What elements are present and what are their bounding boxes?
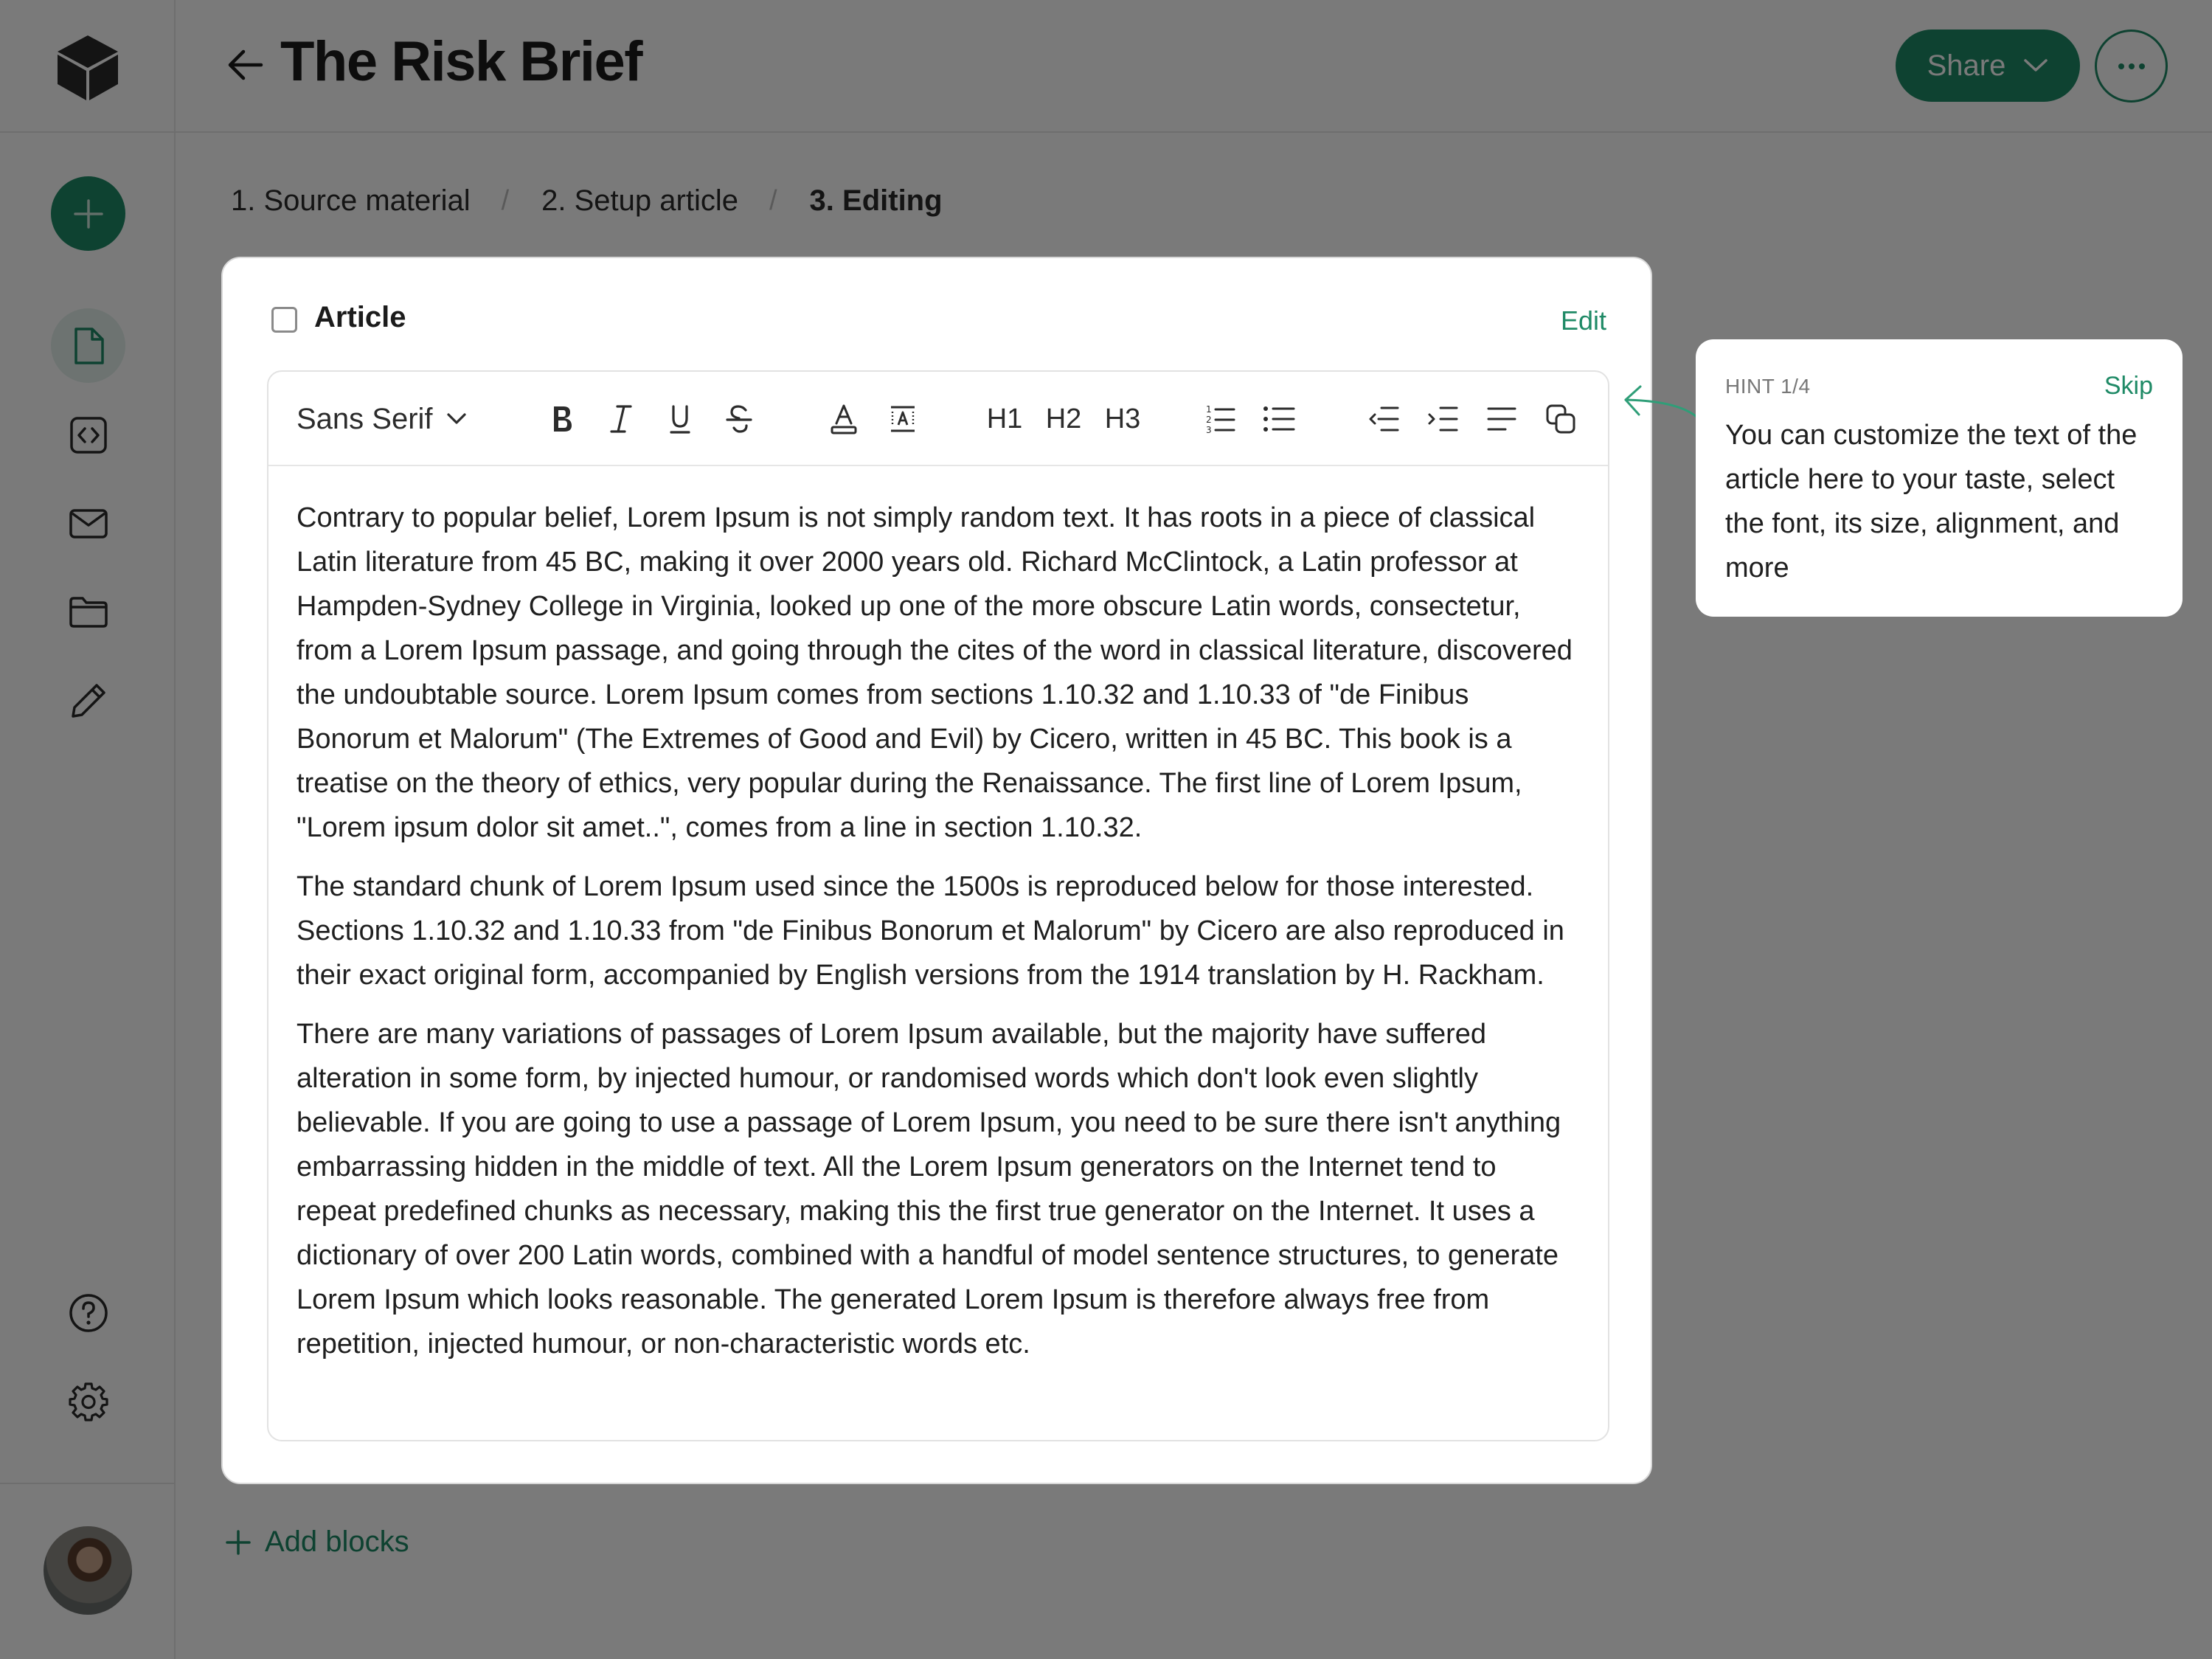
article-paragraph[interactable]: The standard chunk of Lorem Ipsum used since the 1500s is reproduced below for those interested. Sections 1.10.32 and 1.10.33 from "de Finibus Bonorum et Malorum" by Cicero are also reproduced in their exact original form, accompanied by English versions from the 1914 translation by H. Rackham. bbox=[297, 871, 1564, 991]
hint-text: You can customize the text of the article here to your taste, select the font, its size, alignment, and more bbox=[1725, 420, 2138, 583]
article-text-area[interactable] bbox=[297, 496, 1583, 1381]
editor-toolbar bbox=[268, 372, 1608, 466]
hint-popover bbox=[1696, 339, 2182, 617]
ordered-list-icon bbox=[1204, 403, 1235, 435]
indent-button[interactable] bbox=[1421, 397, 1465, 441]
text-color-icon bbox=[830, 403, 858, 435]
underline-button[interactable] bbox=[658, 397, 702, 441]
bold-button[interactable] bbox=[540, 397, 584, 441]
svg-text:1: 1 bbox=[1206, 404, 1212, 415]
text-color-button[interactable] bbox=[822, 397, 866, 441]
article-edit-link[interactable]: Edit bbox=[1560, 305, 1606, 336]
article-card-title: Article bbox=[314, 301, 406, 333]
rich-text-editor bbox=[267, 370, 1609, 1441]
hint-skip-button[interactable]: Skip bbox=[2104, 372, 2153, 400]
italic-button[interactable] bbox=[599, 397, 643, 441]
copy-icon bbox=[1545, 404, 1576, 434]
outdent-icon bbox=[1368, 405, 1399, 433]
outdent-button[interactable] bbox=[1362, 397, 1406, 441]
highlight-icon bbox=[888, 404, 918, 434]
article-checkbox[interactable] bbox=[271, 307, 297, 333]
bullet-list-button[interactable] bbox=[1257, 397, 1301, 441]
ordered-list-button[interactable] bbox=[1198, 397, 1242, 441]
heading3-button[interactable]: H3 bbox=[1104, 403, 1141, 434]
duplicate-button[interactable] bbox=[1539, 397, 1583, 441]
hint-counter: HINT 1/4 bbox=[1725, 375, 1811, 398]
svg-text:3: 3 bbox=[1206, 425, 1212, 435]
font-family-value: Sans Serif bbox=[297, 402, 433, 435]
strikethrough-icon bbox=[725, 404, 753, 434]
svg-text:2: 2 bbox=[1206, 415, 1212, 425]
heading2-button[interactable]: H2 bbox=[1045, 403, 1082, 434]
highlight-button[interactable] bbox=[881, 397, 925, 441]
align-button[interactable] bbox=[1480, 397, 1524, 441]
article-paragraph[interactable]: There are many variations of passages of Lorem Ipsum available, but the majority have suffered alteration in some form, by injected humour, or randomised words which don't look even slightly believable. If you are going to use a passage of Lorem Ipsum, you need to be sure there isn't anything embarrassing hidden in the middle of text. All the Lorem Ipsum generators on the Internet tend to repeat predefined chunks as necessary, making this the first true generator on the Internet. It uses a dictionary of over 200 Latin words, combined with a handful of model sentence structures, to generate Lorem Ipsum which looks reasonable. The generated Lorem Ipsum is therefore always free from repetition, injected humour, or non-characteristic words etc. bbox=[297, 1019, 1561, 1360]
chevron-down-icon bbox=[446, 412, 467, 426]
underline-icon bbox=[668, 404, 693, 434]
strikethrough-button[interactable] bbox=[717, 397, 761, 441]
align-left-icon bbox=[1486, 406, 1517, 432]
font-family-select[interactable] bbox=[297, 397, 467, 441]
italic-icon bbox=[609, 404, 634, 434]
bold-icon bbox=[549, 404, 575, 434]
heading1-button[interactable]: H1 bbox=[986, 403, 1023, 434]
article-card bbox=[221, 257, 1652, 1484]
bullet-list-icon bbox=[1263, 404, 1295, 434]
indent-icon bbox=[1427, 405, 1458, 433]
article-paragraph[interactable]: Contrary to popular belief, Lorem Ipsum is not simply random text. It has roots in a piece of classical Latin literature from 45 BC, making it over 2000 years old. Richard McClintock, a Latin professor at Hampden-Sydney College in Virginia, looked up one of the more obscure Latin words, consectetur, from a Lorem Ipsum passage, and going through the cites of the word in classical literature, discovered the undoubtable source. Lorem Ipsum comes from sections 1.10.32 and 1.10.33 of "de Finibus Bonorum et Malorum" (The Extremes of Good and Evil) by Cicero, written in 45 BC. This book is a treatise on the theory of ethics, very popular during the Renaissance. The first line of Lorem Ipsum, "Lorem ipsum dolor sit amet..", comes from a line in section 1.10.32. bbox=[297, 502, 1573, 843]
